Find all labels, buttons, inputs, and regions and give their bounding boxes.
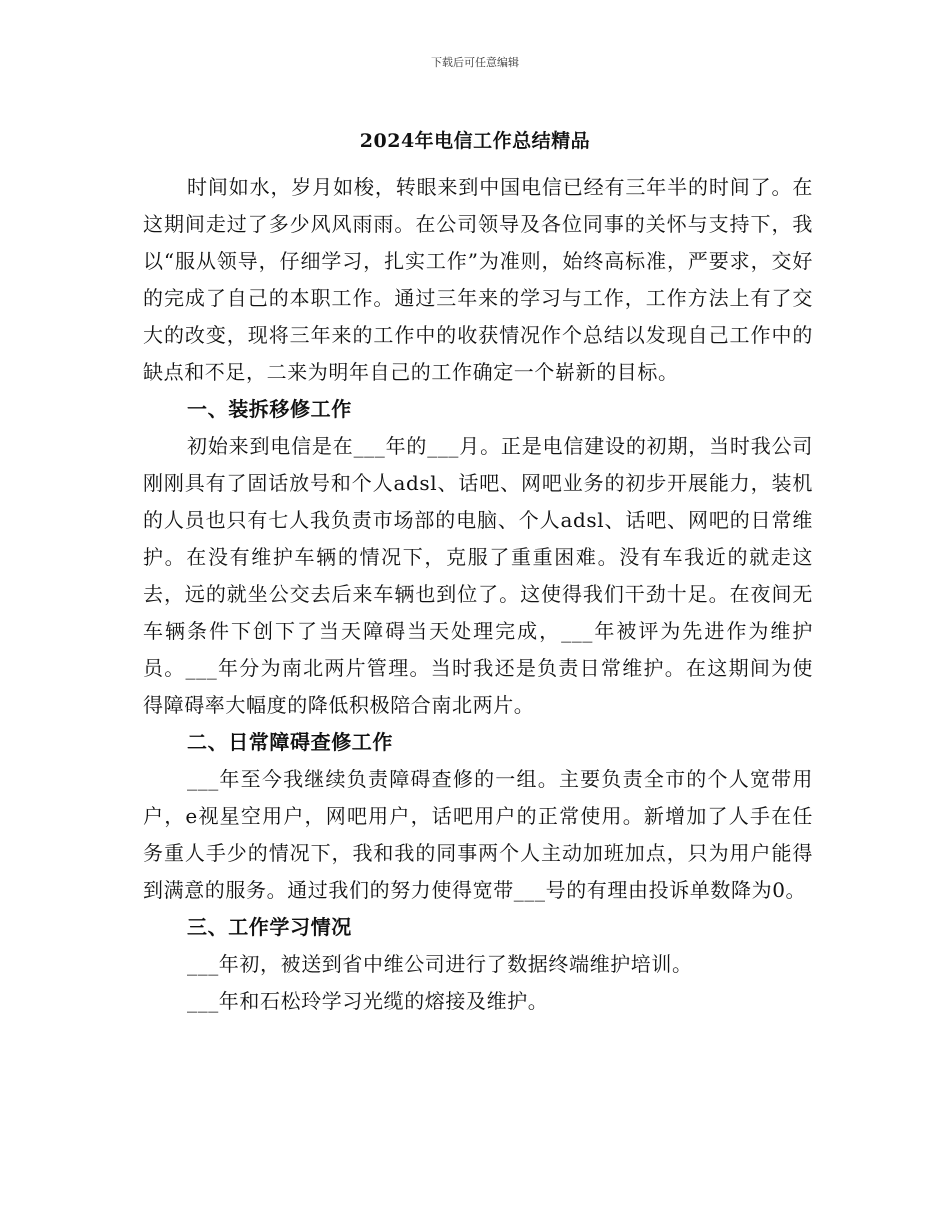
page-title: 2024年电信工作总结精品: [359, 130, 591, 152]
intro-paragraph: 时间如水，岁月如梭，转眼来到中国电信已经有三年半的时间了。在这期间走过了多少风风雨雨。在公司领导及各位同事的关怀与支持下，我以“服从领导，仔细学习，扎实工作”为准则，始终高标准，严要求，交好的完成了自己的本职工作。通过三年来的学习与工作，工作方法上有了交大的改变，现将三年来的工作中的收获情况作个总结以发现自己工作中的缺点和不足，二来为明年自己的工作确定一个崭新的目标。: [143, 175, 813, 384]
section-2-paragraph: ___年至今我继续负责障碍查修的一组。主要负责全市的个人宽带用户，e视星空用户，网吧用户，话吧用户的正常使用。新增加了人手在任务重人手少的情况下，我和我的同事两个人主动加班加点，只为用户能得到满意的服务。通过我们的努力使得宽带___号的有理由投诉单数降为0。: [143, 767, 813, 902]
section-3-item-1: ___年初，被送到省中维公司进行了数据终端维护培训。: [187, 952, 693, 976]
header-note: 下载后可任意编辑: [431, 56, 519, 69]
section-2-heading: 二、日常障碍查修工作: [187, 730, 393, 754]
section-3-heading: 三、工作学习情况: [187, 915, 352, 939]
section-1-heading: 一、装拆移修工作: [187, 397, 352, 421]
section-1-paragraph: 初始来到电信是在___年的___月。正是电信建设的初期，当时我公司刚刚具有了固话放号和个人adsl、话吧、网吧业务的初步开展能力，装机的人员也只有七人我负责市场部的电脑、个人adsl、话吧、网吧的日常维护。在没有维护车辆的情况下，克服了重重困难。没有车我近的就走这去，远的就坐公交去后来车辆也到位了。这使得我们干劲十足。在夜间无车辆条件下创下了当天障碍当天处理完成，___年被评为先进作为维护员。___年分为南北两片管理。当时我还是负责日常维护。在这期间为使得障碍率大幅度的降低积极陪合南北两片。: [143, 434, 813, 717]
document-body: [143, 169, 813, 1020]
section-3-item-2: ___年和石松玲学习光缆的熔接及维护。: [187, 989, 549, 1013]
